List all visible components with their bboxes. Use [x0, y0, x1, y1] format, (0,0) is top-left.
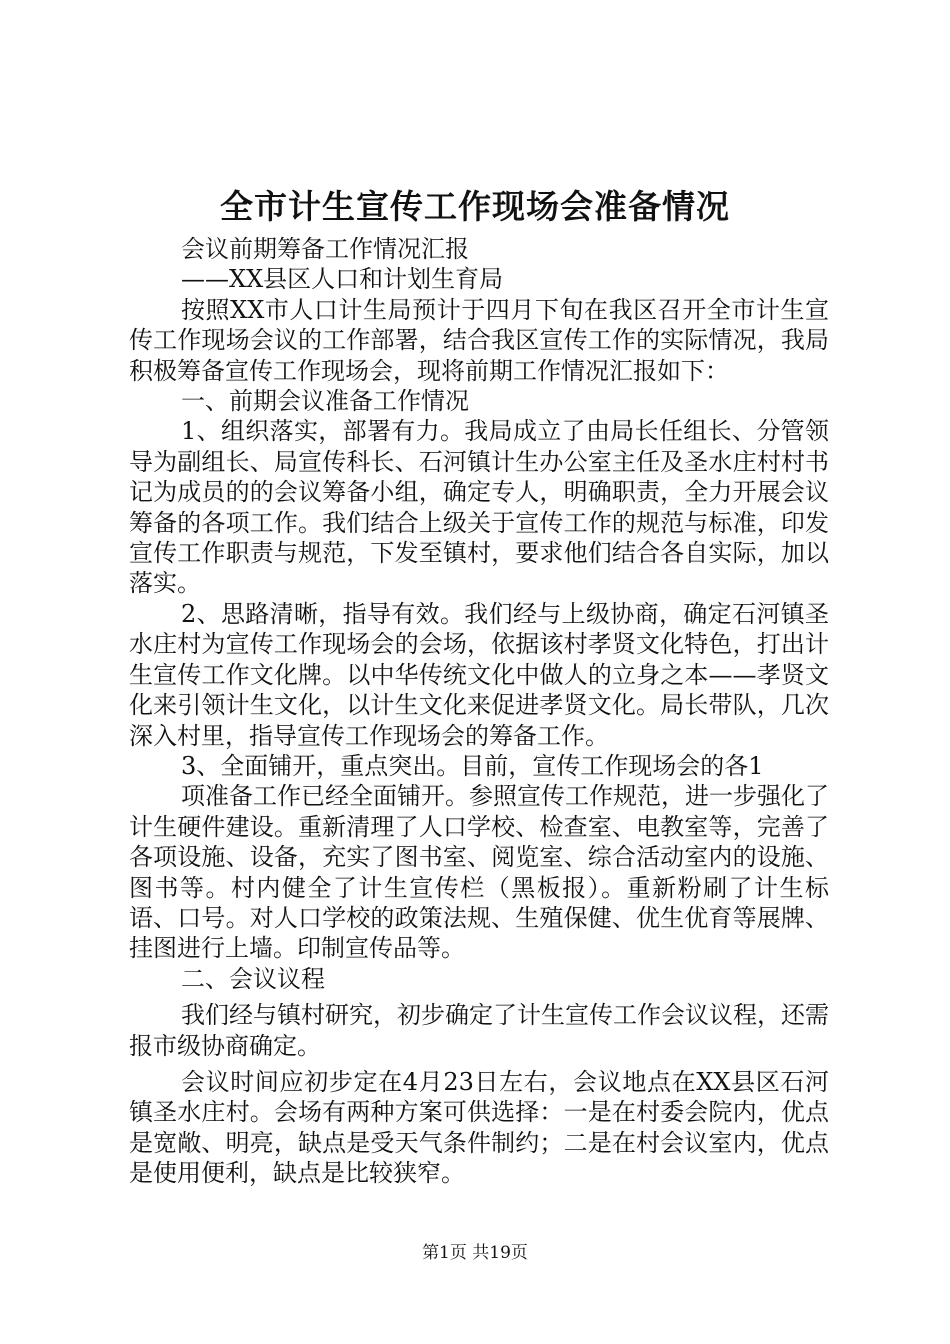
- section-heading-2: 二、会议议程: [181, 964, 325, 993]
- document-title: 全市计生宣传工作现场会准备情况: [220, 187, 730, 226]
- paragraph-agenda: 我们经与镇村研究，初步确定了计生宣传工作会议议程，还需报市级协商确定。: [129, 1001, 829, 1060]
- paragraph-item-2: 2、思路清晰，指导有效。我们经与上级协商，确定石河镇圣水庄村为宣传工作现场会的会场，依据该村孝贤文化特色，打出计生宣传工作文化牌。以中华传统文化中做人的立身之本——孝贤文化来引领计生文化，以计生文化来促进孝贤文化。局长带队，几次深入村里，指导宣传工作现场会的筹备工作。: [129, 599, 829, 750]
- document-body: [129, 234, 829, 1189]
- page-number: 第1页 共19页: [422, 1243, 528, 1263]
- paragraph-intro: 按照XX市人口计生局预计于四月下旬在我区召开全市计生宣传工作现场会议的工作部署，结合我区宣传工作的实际情况，我局积极筹备宣传工作现场会，现将前期工作情况汇报如下：: [129, 295, 829, 385]
- paragraph-item-1: 1、组织落实，部署有力。我局成立了由局长任组长、分管领导为副组长、局宣传科长、石河镇计生办公室主任及圣水庄村村书记为成员的的会议筹备小组，确定专人，明确职责，全力开展会议筹备的各项工作。我们结合上级关于宣传工作的规范与标准，印发宣传工作职责与规范，下发至镇村，要求他们结合各自实际，加以落实。: [129, 417, 829, 598]
- paragraph-item-3: 3、全面铺开，重点突出。目前，宣传工作现场会的各1: [181, 751, 764, 780]
- paragraph-time-venue: 会议时间应初步定在4月23日左右，会议地点在XX县区石河镇圣水庄村。会场有两种方案可供选择：一是在村委会院内，优点是宽敞、明亮，缺点是受天气条件制约；二是在村会议室内，优点是使用便利，缺点是比较狭窄。: [129, 1067, 829, 1188]
- paragraph-subtitle: 会议前期筹备工作情况汇报: [181, 235, 469, 263]
- paragraph-item-3-cont: 项准备工作已经全面铺开。参照宣传工作规范，进一步强化了计生硬件建设。重新清理了人口学校、检查室、电教室等，完善了各项设施、设备，充实了图书室、阅览室、综合活动室内的设施、图书等。村内健全了计生宣传栏（黑板报）。重新粉刷了计生标语、口号。对人口学校的政策法规、生殖保健、优生优育等展牌、挂图进行上墙。印制宣传品等。: [129, 782, 829, 963]
- section-heading-1: 一、前期会议准备工作情况: [181, 387, 469, 416]
- paragraph-issuer: ——XX县区人口和计划生育局: [181, 265, 504, 294]
